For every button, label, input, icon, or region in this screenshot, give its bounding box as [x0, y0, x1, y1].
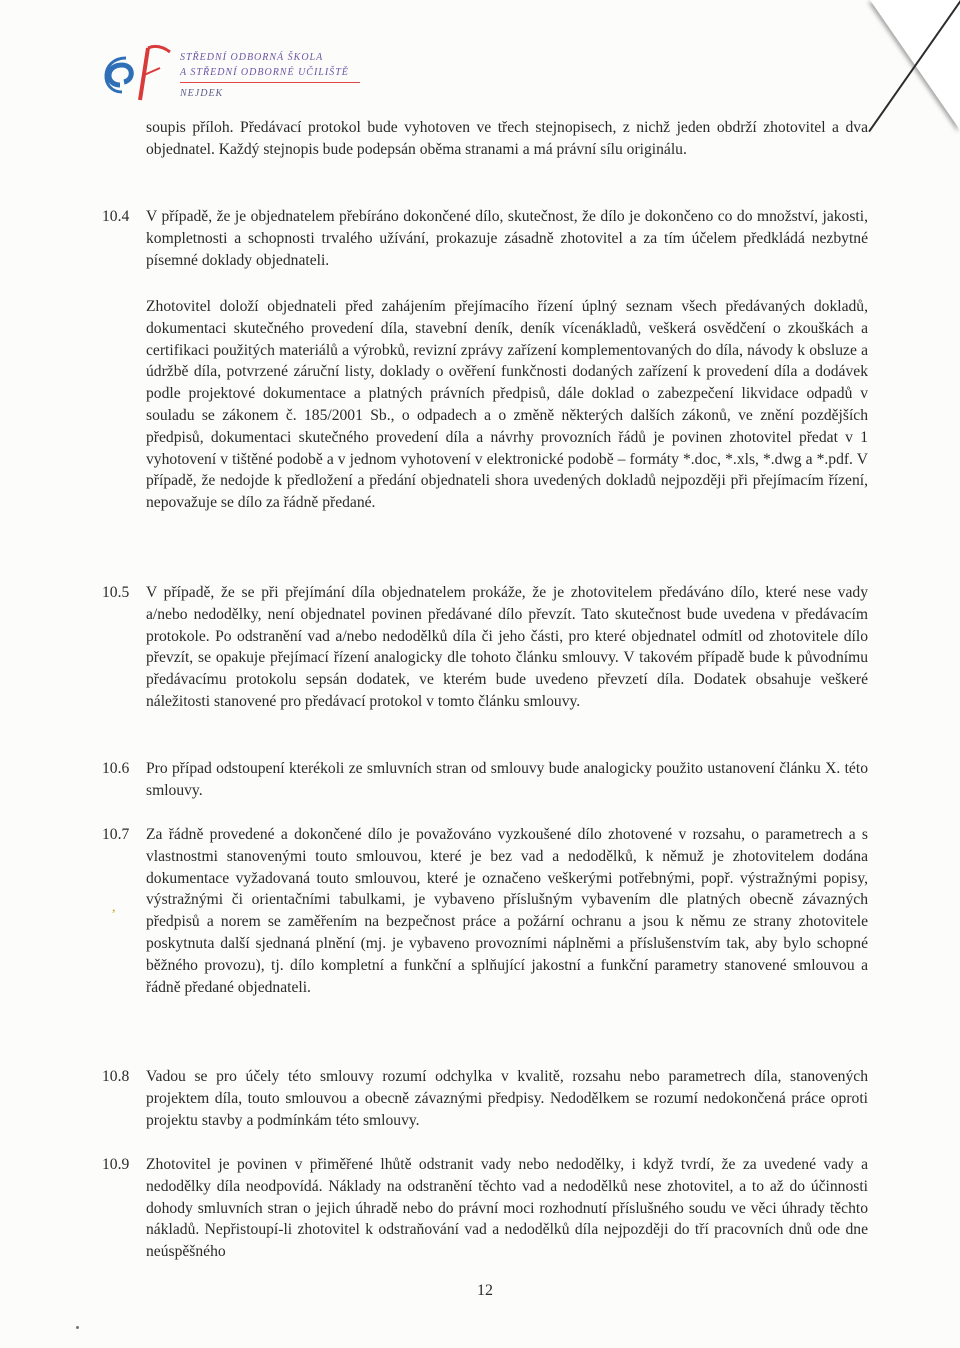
margin-mark: , [112, 900, 116, 915]
section-number: 10.9 [102, 1156, 130, 1173]
section-number: 10.8 [102, 1068, 130, 1085]
scan-speck [76, 1326, 79, 1329]
section-number: 10.5 [102, 584, 130, 601]
school-logo-icon [100, 40, 180, 110]
letterhead [100, 40, 400, 110]
section-text: Za řádně provedené a dokončené dílo je považováno vyzkoušené dílo zhotovené v rozsahu, o parametrech a s vlastnostmi stanovenými touto smlouvou, které je bez vad a nedodělků, k němuž je zhotovitelem dodána dokumentace vyžadovaná touto smlouvou, které je označeno veškerými potřebnými, popř. výstražnými popisy, výstražnými či orientačními tabulkami, je vybaveno příslušným vybavením dle platných obecně závazných předpisů a norem se zaměřením na bezpečnost práce a požární ochranu a jsou k němu ze strany zhotovitele poskytnuta další sjednaná plnění (mj. je vybaveno provozními náplněmi a příslušenstvím tak, aby bylo schopné běžného provozu), tj. dílo kompletní a funkční a splňující jakostní a funkční parametry stanovené smlouvou a řádně předané objednateli. [146, 826, 868, 996]
section-text: V případě, že je objednatelem přebíráno dokončené dílo, skutečnost, že dílo je dokončeno co do množství, jakosti, kompletnosti a schopnosti trvalého užívání, prokazuje zásadně zhotovitel a za tím účelem předkládá nezbytné písemné doklady objednateli. [146, 208, 868, 269]
section-number: 10.6 [102, 760, 130, 777]
section-text: Zhotovitel je povinen v přiměřené lhůtě odstranit vady nebo nedodělky, i když tvrdí, že za uvedené vady a nedodělky díla neodpovídá. Náklady na odstranění těchto vad a nedodělků nese zhotovitel, a to až do účinnosti dohody smluvních stran o jejich úhradě nebo do právní moci rozhodnutí příslušného soudu ve věci úhrady těchto nákladů. Nepřistoupí-li zhotovitel k odstraňování vad a nedodělků díla nejpozději do tří pracovních dnů ode dne neúspěšného [146, 1156, 868, 1261]
letterhead-rule [180, 82, 360, 83]
page-number: 12 [477, 1282, 493, 1299]
section-text: V případě, že se při přejímání díla objednatelem prokáže, že je zhotovitelem předáváno dílo, které nese vady a/nebo nedodělky, není objednatel povinen předávané dílo převzít. Tato skutečnost bude uvedena v předávacím protokole. Po odstranění vad a/nebo nedodělků díla či jeho části, pro které objednatel odmítl od zhotovitele dílo převzít, se opakuje přejímací řízení analogicky dle tohoto článku smlouvy. V takovém případě bude k původnímu předávacímu protokolu sepsán dodatek, ve kterém bude uvedeno převzetí díla. Dodatek obsahuje veškeré náležitosti stanovené pro předávací protokol v tomto článku smlouvy. [146, 584, 868, 710]
intro-paragraph: soupis příloh. Předávací protokol bude vyhotoven ve třech stejnopisech, z nichž jeden obdrží zhotovitel a dva objednatel. Každý stejnopis bude podepsán oběma stranami a má právní sílu originálu. [146, 119, 868, 158]
section-text: Zhotovitel doloží objednateli před zahájením přejímacího řízení úplný seznam všech předávaných dokladů, dokumentaci skutečného provedení díla, stavební deník, deník vícenákladů, veškerá osvědčení o zkouškách a certifikaci použitých materiálů a výrobků, revizní zprávy zařízení komplementovaných do díla, návody k obsluze a údržbě díla, potvrzené záruční listy, doklady o ověření funkčnosti dodaných zařízení k provedení díla a dodávek podle projektové dokumentace a platných právních předpisů, dále doklad o zabezpečení likvidace odpadů v souladu se zákonem č. 185/2001 Sb., o odpadech a o změně některých dalších zákonů, ve znění pozdějších předpisů, dokumentaci skutečného provedení díla a návrhy provozních řádů je povinen zhotovitel předat v 1 vyhotovení v tištěné podobě a v jednom vyhotovení v elektronické podobě – formáty *.doc, *.xls, *.dwg a *.pdf. V případě, že nedojde k předložení a předání objednateli shora uvedených dokladů nejpozději při přejímacím řízení, nepovažuje se dílo za řádně předané. [146, 298, 868, 512]
section-text: Vadou se pro účely této smlouvy rozumí odchylka v kvalitě, rozsahu nebo parametrech díla, stanovených projektem díla, touto smlouvou a obecně závaznými předpisy. Nedodělkem se rozumí nedokončená práce oproti projektu stavby a podmínkám této smlouvy. [146, 1068, 868, 1129]
section-number: 10.7 [102, 826, 130, 843]
section-number: 10.4 [102, 208, 130, 225]
school-name-line-2: A STŘEDNÍ ODBORNÉ UČILIŠTĚ [180, 67, 349, 78]
school-name-line-1: STŘEDNÍ ODBORNÁ ŠKOLA [180, 52, 324, 63]
school-town: NEJDEK [180, 88, 224, 99]
section-text: Pro případ odstoupení kterékoli ze smluvních stran od smlouvy bude analogicky použito ustanovení článku X. této smlouvy. [146, 760, 868, 799]
